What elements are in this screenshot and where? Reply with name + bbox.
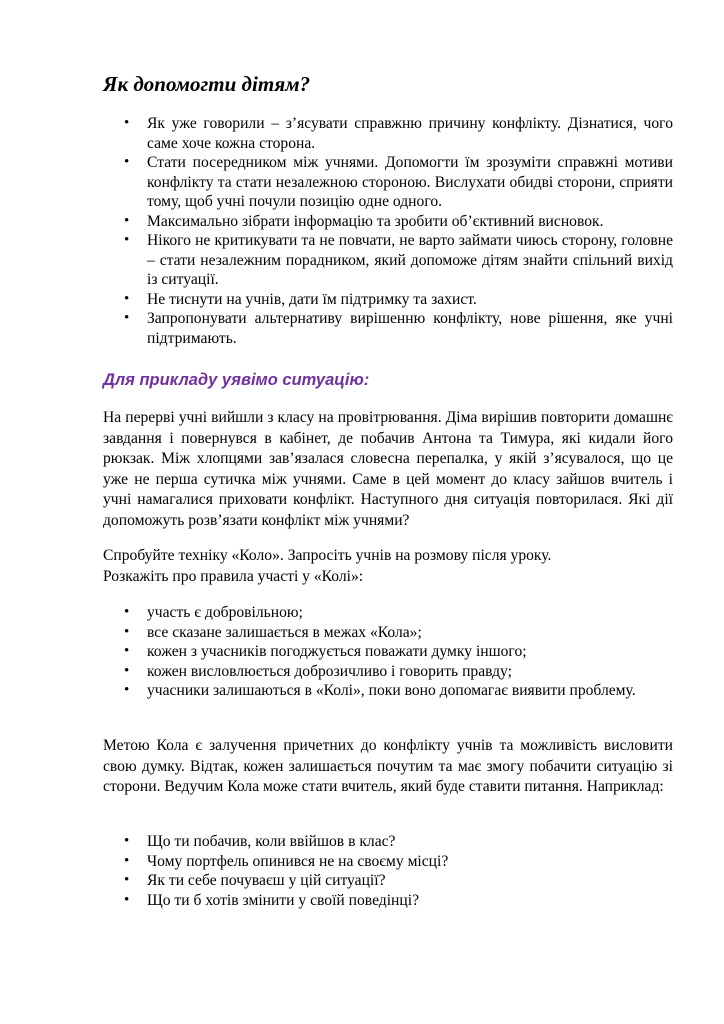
tips-list [124,114,673,348]
technique-line: Розкажіть про правила участі у «Колі»: [103,567,364,585]
list-item: • участь є добровільною; [124,603,673,623]
list-item: • Як ти себе почуваєш у цій ситуації? [124,871,673,891]
list-item: • Як уже говорили – з’ясувати справжню причину конфлікту. Дізнатися, чого саме хоче кожна сторона. [124,114,673,153]
situation-paragraph: На перерві учні вийшли з класу на провітрювання. Діма вирішив повторити домашнє завдання і повернувся в кабінет, де побачив Антона та Тимура, які кидали його рюкзак. Між хлопцями зав’язалася словесна перепалка, у якій з’ясувалося, що це уже не перша сутичка між учнями. Саме в цей момент до класу зайшов вчитель і учні намагалися приховати конфлікт. Наступного дня ситуація повторилася. Які дії допоможуть розв’язати конфлікт між учнями? [103,409,673,529]
list-item: • кожен висловлюється доброзичливо і говорить правду; [124,662,673,682]
purpose-paragraph: Метою Кола є залучення причетних до конфлікту учнів та можливість висловити свою думку. Відтак, кожен залишається почутим та має змогу побачити ситуацію зі сторони. Ведучим Кола може стати вчитель, який буде ставити питання. Наприклад: [103,737,673,795]
list-item: • все сказане залишається в межах «Кола»; [124,623,673,643]
list-item: • Що ти побачив, коли ввійшов в клас? [124,832,673,852]
questions-list [124,832,673,910]
rules-list [124,603,673,701]
list-item: • Запропонувати альтернативу вирішенню конфлікту, нове рішення, яке учні підтримають. [124,309,673,348]
list-item: • Не тиснути на учнів, дати їм підтримку та захист. [124,290,673,310]
technique-line: Спробуйте техніку «Коло». Запросіть учнів на розмову після уроку. [103,547,552,564]
page-title: Як допомогти дітям? [103,72,311,96]
list-item: • Нікого не критикувати та не повчати, не варто займати чиюсь сторону, головне – стати незалежним порадником, який допоможе дітям знайти спільний вихід із ситуації. [124,231,673,290]
technique-paragraph [103,546,673,587]
section-subheading: Для прикладу уявімо ситуацію: [103,371,370,389]
list-item: • Чому портфель опинився не на своєму місці? [124,852,673,872]
list-item: • Максимально зібрати інформацію та зробити об’єктивний висновок. [124,212,673,232]
list-item: • Що ти б хотів змінити у своїй поведінці? [124,891,673,911]
list-item: • Стати посередником між учнями. Допомогти їм зрозуміти справжні мотиви конфлікту та стати незалежною стороною. Вислухати обидві сторони, сприяти тому, щоб учні почули позицію одне одного. [124,153,673,212]
list-item: • учасники залишаються в «Колі», поки воно допомагає виявити проблему. [124,681,673,701]
list-item: • кожен з учасників погоджується поважати думку іншого; [124,642,673,662]
